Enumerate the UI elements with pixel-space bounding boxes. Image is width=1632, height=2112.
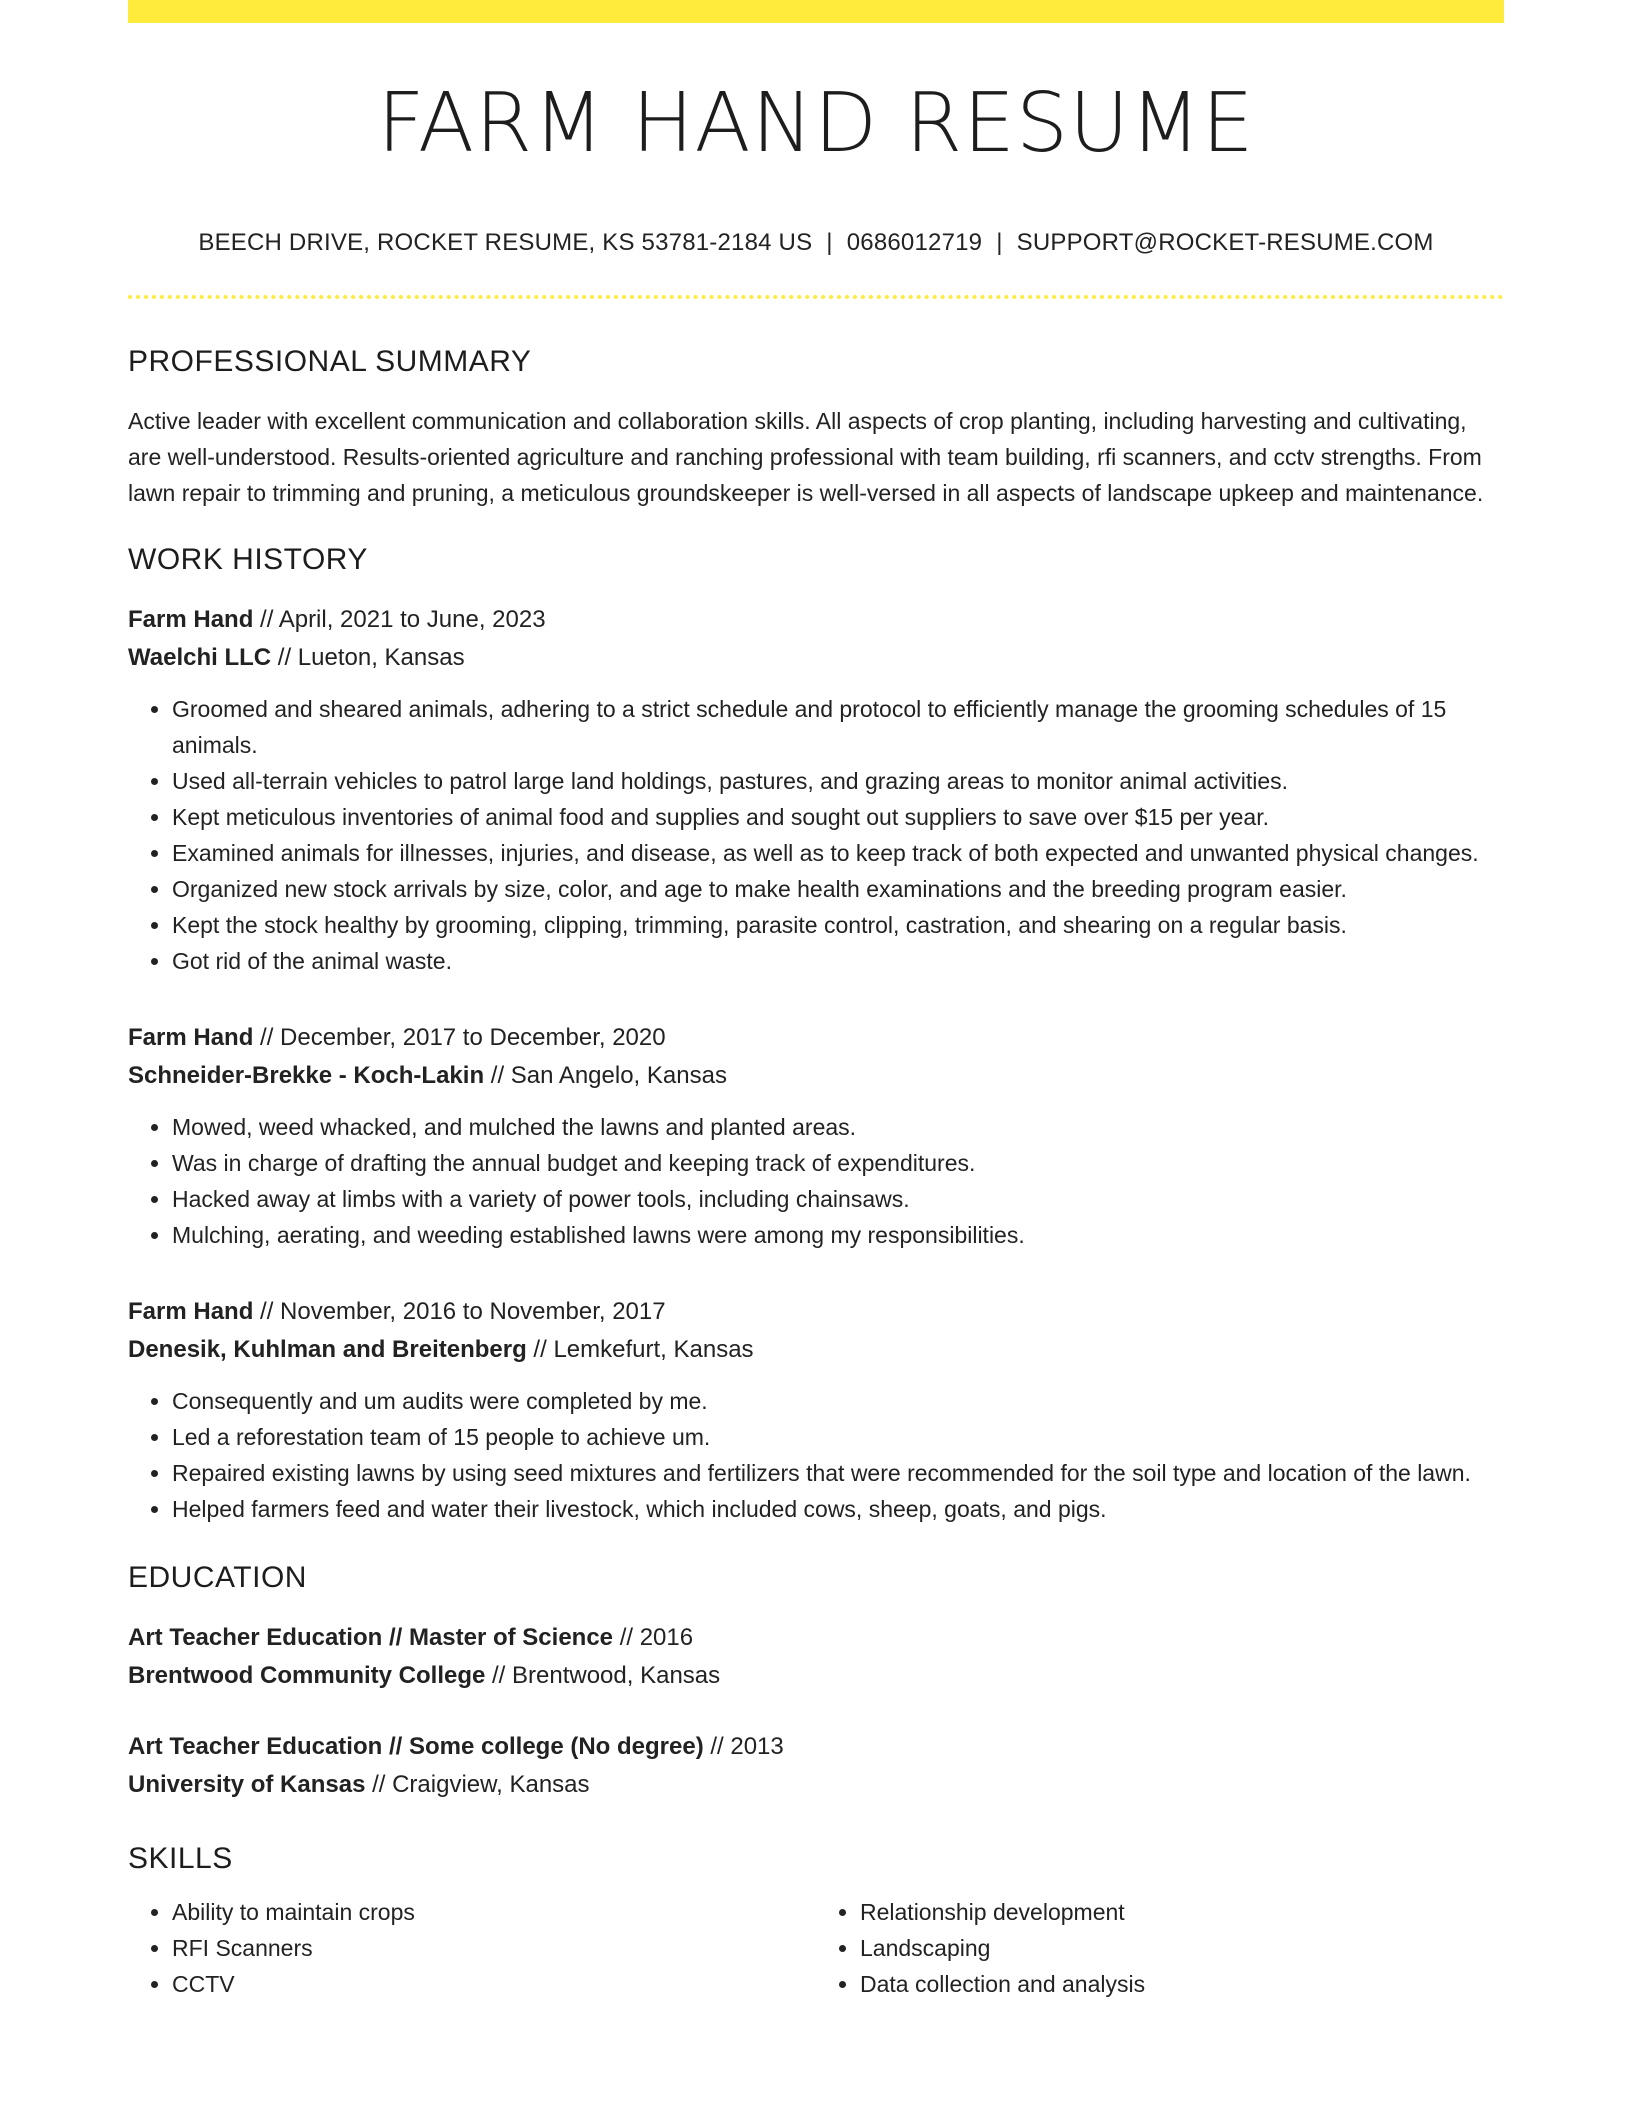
list-item: • Mulching, aerating, and weeding established lawns were among my responsibilities. [172,1217,1504,1253]
degree: Art Teacher Education // Master of Science [128,1624,614,1651]
job-role: Farm Hand [128,1298,254,1325]
skills-column-left [128,1894,816,2002]
work-history-heading: WORK HISTORY [128,543,368,576]
skills-heading: SKILLS [128,1842,233,1875]
list-item: • Organized new stock arrivals by size, color, and age to make health examinations and the breeding program easier. [172,871,1504,907]
job-location: // Lemkefurt, Kansas [526,1336,754,1363]
job-title-line [128,1293,1504,1331]
job-company: Schneider-Brekke - Koch-Lakin [128,1062,485,1089]
job-location: // San Angelo, Kansas [484,1062,727,1089]
skills-list [128,1894,1504,2002]
resume-title: FARM HAND RESUME [377,76,1255,171]
job-company-line [128,1331,1504,1369]
list-item: • Hacked away at limbs with a variety of power tools, including chainsaws. [172,1181,1504,1217]
school-location: // Brentwood, Kansas [485,1662,721,1689]
phone: 0686012719 [846,229,983,256]
list-item: • Groomed and sheared animals, adhering to a strict schedule and protocol to efficiently manage the grooming schedules of 15 animals. [172,691,1504,763]
job-company: Waelchi LLC [128,644,272,671]
summary-text: Active leader with excellent communication and collaboration skills. All aspects of crop planting, including harvesting and cultivating, are well-understood. Results-oriented agriculture and ranching professional with team building, rfi scanners, and cctv strengths. From lawn repair to trimming and pruning, a meticulous groundskeeper is well-versed in all aspects of landscape upkeep and maintenance. [128,408,1484,506]
list-item: • Used all-terrain vehicles to patrol large land holdings, pastures, and grazing areas to monitor animal activities. [172,763,1504,799]
contact-separator: | [826,229,833,256]
school-line [128,1766,1504,1804]
job-title-line [128,601,1504,639]
job-dates: // December, 2017 to December, 2020 [253,1024,666,1051]
list-item: • RFI Scanners [172,1930,816,1966]
list-item: • Consequently and um audits were completed by me. [172,1383,1504,1419]
school-location: // Craigview, Kansas [365,1771,590,1798]
summary-heading: PROFESSIONAL SUMMARY [128,345,532,378]
resume-page [128,0,1504,2002]
job-company-line [128,1057,1504,1095]
list-item: • Ability to maintain crops [172,1894,816,1930]
education-heading: EDUCATION [128,1561,307,1594]
list-item: • Mowed, weed whacked, and mulched the lawns and planted areas. [172,1109,1504,1145]
list-item: • Kept the stock healthy by grooming, clipping, trimming, parasite control, castration, and shearing on a regular basis. [172,907,1504,943]
list-item: • Led a reforestation team of 15 people to achieve um. [172,1419,1504,1455]
job-dates: // April, 2021 to June, 2023 [253,606,546,633]
job-bullets [128,1109,1504,1253]
degree-year: // 2013 [703,1733,784,1760]
list-item: • Repaired existing lawns by using seed mixtures and fertilizers that were recommended for the soil type and location of the lawn. [172,1455,1504,1491]
list-item: • Was in charge of drafting the annual budget and keeping track of expenditures. [172,1145,1504,1181]
education-entry [128,1619,1504,1695]
list-item: • Got rid of the animal waste. [172,943,1504,979]
list-item: • Helped farmers feed and water their livestock, which included cows, sheep, goats, and pigs. [172,1491,1504,1527]
accent-bar [128,0,1504,23]
list-item: • Relationship development [860,1894,1504,1930]
skills-column-right [816,1894,1504,2002]
list-item: • Examined animals for illnesses, injuries, and disease, as well as to keep track of both expected and unwanted physical changes. [172,835,1504,871]
job-dates: // November, 2016 to November, 2017 [253,1298,666,1325]
job-company: Denesik, Kuhlman and Breitenberg [128,1336,527,1363]
education-entry [128,1728,1504,1804]
degree: Art Teacher Education // Some college (No degree) [128,1733,704,1760]
address: BEECH DRIVE, ROCKET RESUME, KS 53781-2184 US [198,229,813,256]
job-role: Farm Hand [128,606,254,633]
job-entry [128,601,1504,979]
job-company-line [128,639,1504,677]
school: Brentwood Community College [128,1662,486,1689]
work-history-list [128,601,1504,1527]
school-line [128,1657,1504,1695]
job-title-line [128,1019,1504,1057]
contact-separator: | [996,229,1003,256]
list-item: • Data collection and analysis [860,1966,1504,2002]
dotted-divider [128,295,1504,299]
degree-year: // 2016 [613,1624,694,1651]
list-item: • Landscaping [860,1930,1504,1966]
email: SUPPORT@ROCKET-RESUME.COM [1016,229,1434,256]
list-item: • Kept meticulous inventories of animal food and supplies and sought out suppliers to save over $15 per year. [172,799,1504,835]
degree-line [128,1619,1504,1657]
job-entry [128,1019,1504,1253]
school: University of Kansas [128,1771,366,1798]
list-item: • CCTV [172,1966,816,2002]
job-entry [128,1293,1504,1527]
degree-line [128,1728,1504,1766]
job-bullets [128,1383,1504,1527]
job-location: // Lueton, Kansas [271,644,465,671]
job-role: Farm Hand [128,1024,254,1051]
job-bullets [128,691,1504,979]
contact-line [128,229,1504,257]
